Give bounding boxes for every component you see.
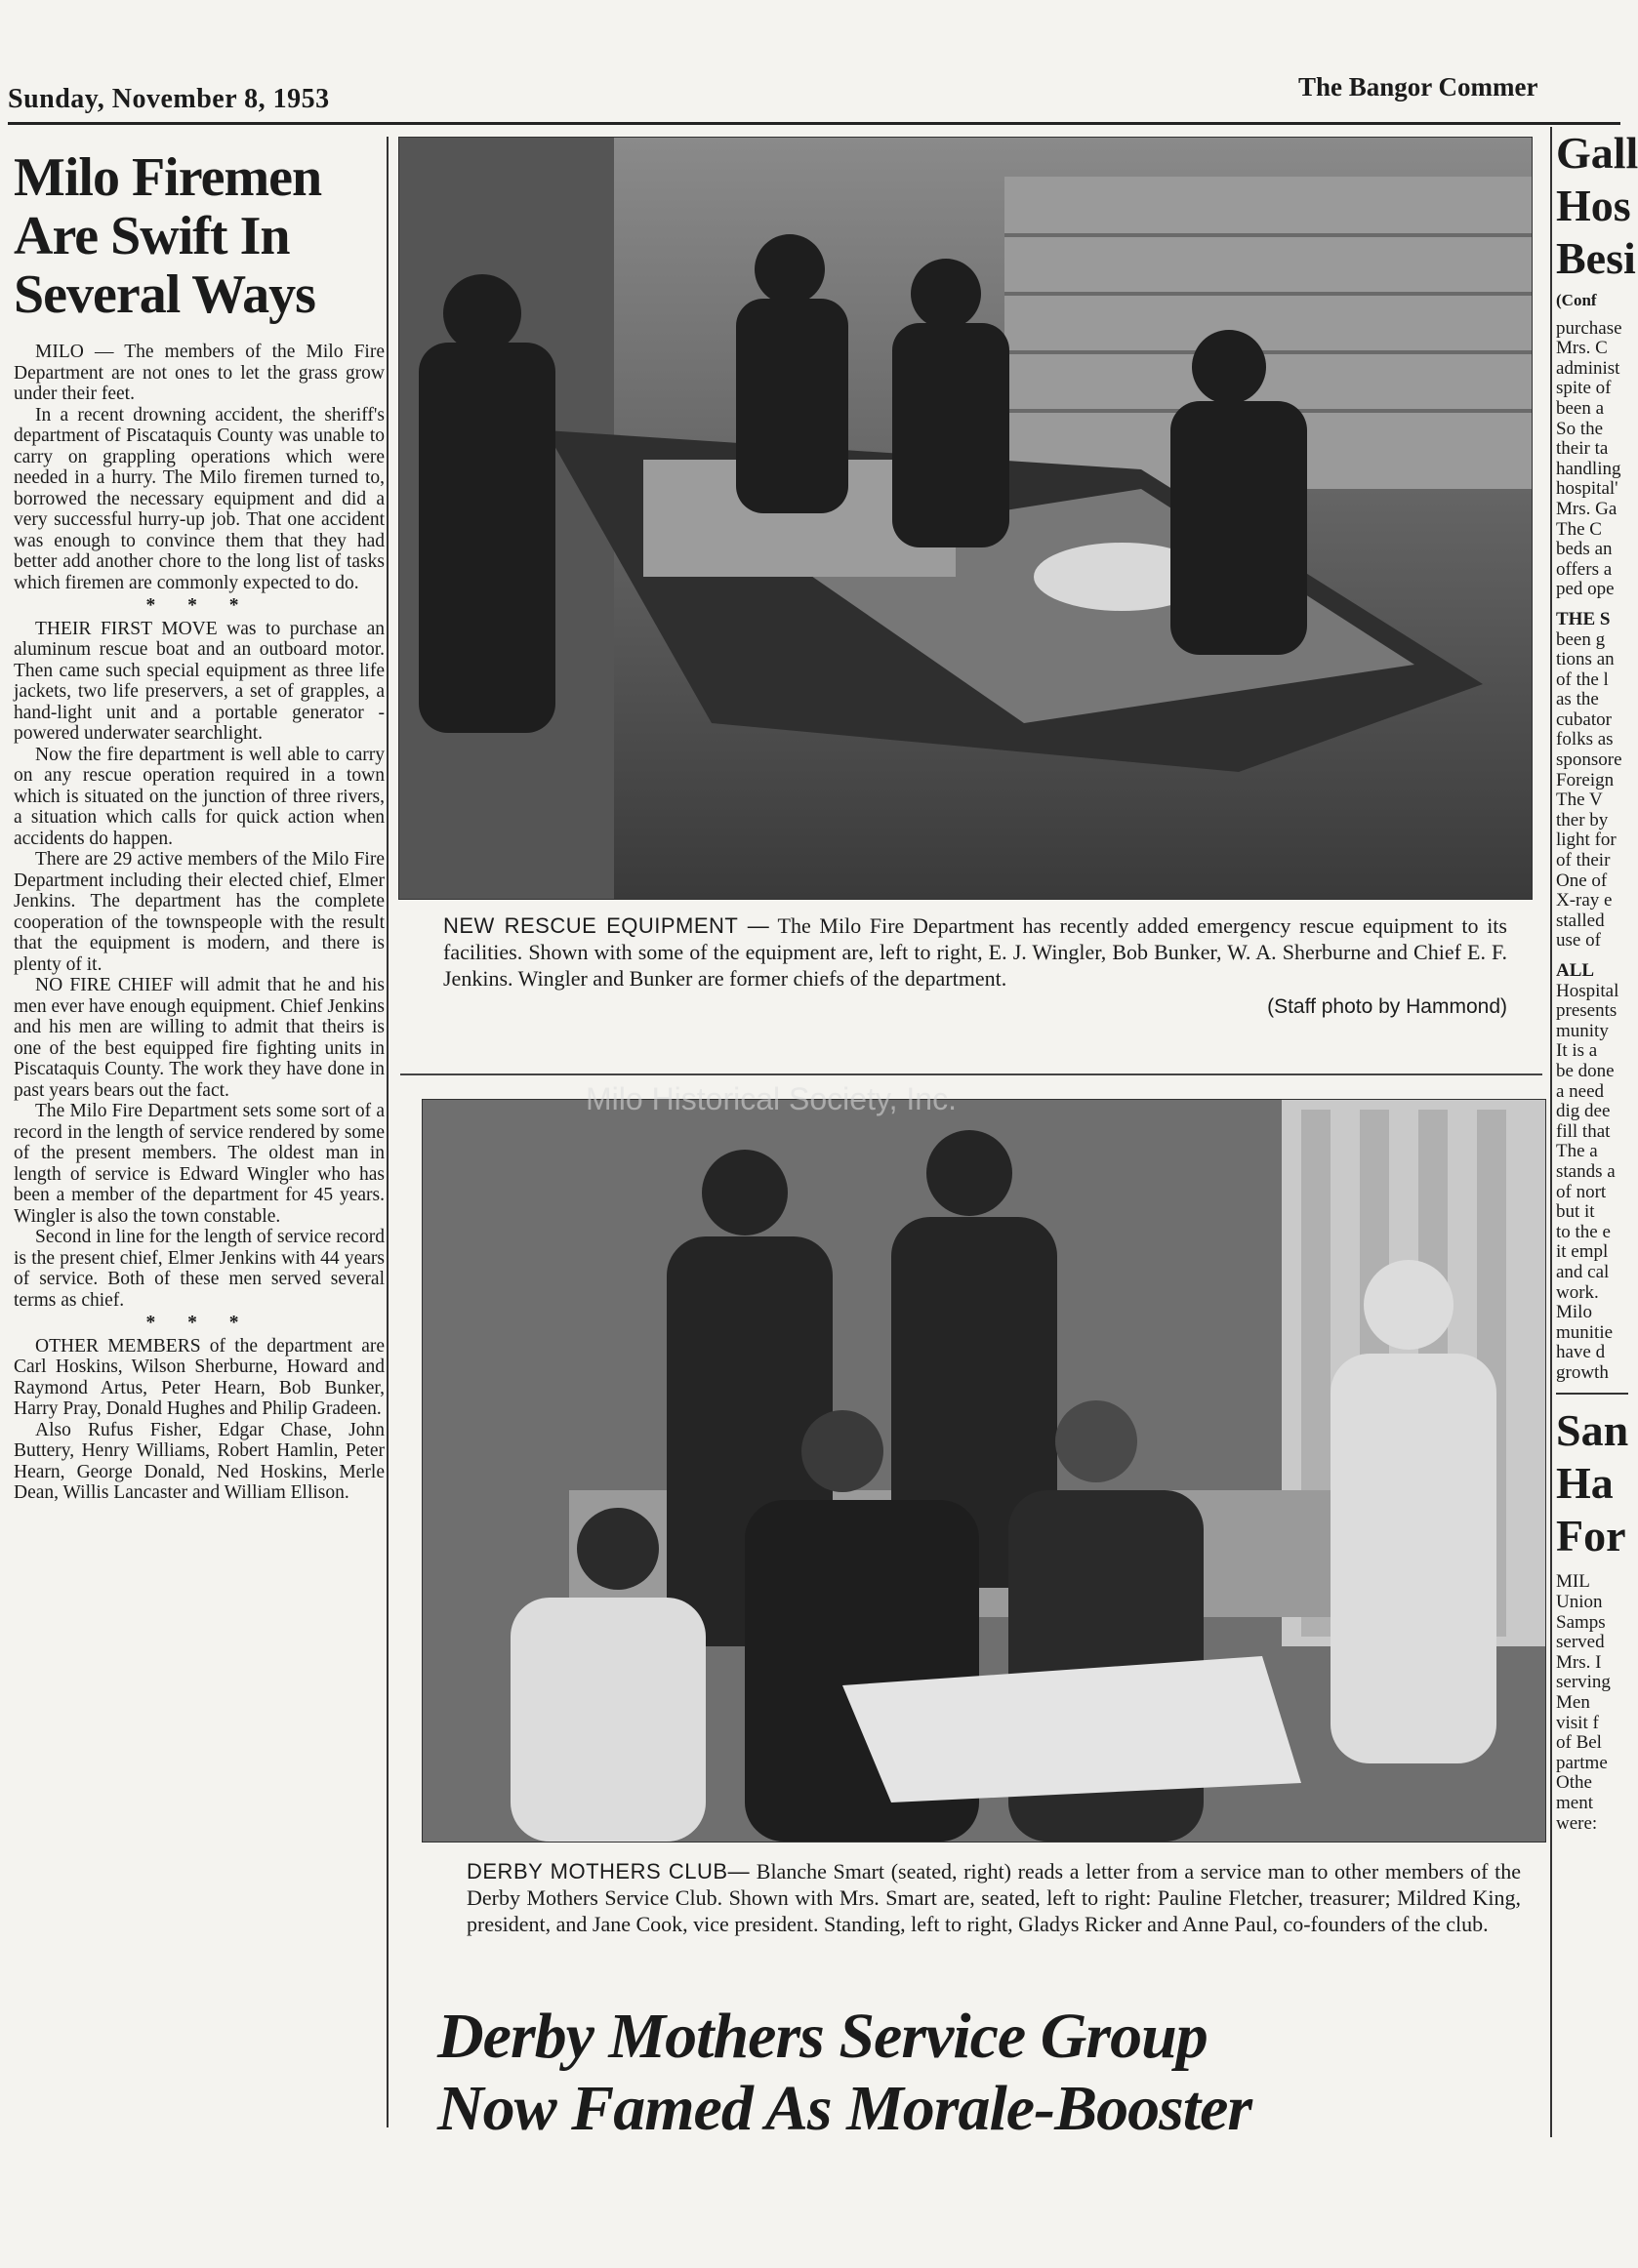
- right-line: folks as: [1556, 729, 1614, 750]
- right-line: Hospital: [1556, 980, 1619, 1001]
- right-line: hospital': [1556, 478, 1618, 500]
- article-paragraph: The Milo Fire Department sets some sort of a record in the length of service rendered by some of the present members. The oldest man in length of service is Edward Wingler who has been a member of the department for 45 years. Wingler is also the town constable.: [14, 1101, 385, 1227]
- caption-text: The Milo Fire Department has recently added emergency rescue equipment to its facilities. Shown with some of the equipment are, left to right, E. J. Wingler, Bob Bunker, W. A. Sherburne and Chief E. F. Jenkins. Wingler and Bunker are former chiefs of the department.: [443, 913, 1507, 991]
- right-line: a need: [1556, 1080, 1605, 1102]
- right-line: administ: [1556, 357, 1620, 379]
- right-line: cubator: [1556, 709, 1612, 730]
- section-break: * * *: [145, 595, 253, 616]
- continued-label: (Conf: [1556, 291, 1597, 309]
- watermark: Milo Historical Society, Inc.: [586, 1081, 957, 1116]
- photo-caption: [443, 912, 1507, 1020]
- column-rule: [1550, 127, 1552, 2137]
- article-paragraph: In a recent drowning accident, the sheriff's department of Piscataquis County was unable to carry on grappling operations which were needed in a hurry. The Milo firemen turned to, borrowed the necessary equipment and did a very successful hurry-up job. That one accident was enough to convince them that they had better add another chore to the long list of tasks which firemen are commonly expected to do.: [14, 404, 385, 593]
- right-line: ALL: [1556, 960, 1595, 981]
- right-line: Foreign: [1556, 769, 1615, 790]
- right-line: The a: [1556, 1141, 1598, 1162]
- right-line: Samps: [1556, 1611, 1606, 1633]
- right-line: visit f: [1556, 1712, 1599, 1733]
- right-headline-line: For: [1556, 1511, 1626, 1561]
- right-line: been g: [1556, 628, 1606, 650]
- article-paragraph: THEIR FIRST MOVE was to purchase an aluminum rescue boat and an outboard motor. Then came such special equipment as three life jackets, two life preservers, a set of grapples, a hand-light unit and a portable generator - powered underwater searchlight.: [14, 618, 385, 744]
- right-rule: [1556, 1393, 1628, 1395]
- right-line: it empl: [1556, 1241, 1609, 1263]
- right-line: One of: [1556, 870, 1608, 891]
- article-headline: [14, 148, 385, 324]
- headline-line: Several Ways: [14, 264, 315, 325]
- right-line: of Bel: [1556, 1732, 1602, 1754]
- headline-line: Milo Firemen: [14, 147, 322, 208]
- right-line: be done: [1556, 1060, 1615, 1081]
- right-headline-line: Hos: [1556, 181, 1631, 230]
- headline-line: Are Swift In: [14, 206, 290, 266]
- right-line: munity: [1556, 1020, 1609, 1041]
- right-line: use of: [1556, 930, 1601, 952]
- article-paragraph: Now the fire department is well able to carry on any rescue operation required in a town which is situated on the junction of three rivers, a situation which calls for quick action when accidents do happen.: [14, 744, 385, 849]
- column-rule: [387, 137, 389, 2127]
- derby-mothers-headline: [437, 2001, 1550, 2268]
- right-line: sponsore: [1556, 749, 1622, 771]
- right-line: Mrs. I: [1556, 1651, 1602, 1673]
- right-line: served: [1556, 1632, 1605, 1653]
- right-line: were:: [1556, 1812, 1598, 1834]
- right-line: Mrs. Ga: [1556, 498, 1618, 519]
- right-line: presents: [1556, 1000, 1618, 1022]
- newspaper-name: The Bangor Commer: [1298, 72, 1538, 101]
- article-paragraph: There are 29 active members of the Milo Fire Department including their elected chief, Elmer Jenkins. The department has the complete cooperation of the townspeople with the result that the equipment is modern, and there is plenty of it.: [14, 849, 385, 975]
- photo-caption: [467, 1858, 1521, 1937]
- right-line: but it: [1556, 1201, 1595, 1223]
- right-line: been a: [1556, 397, 1605, 419]
- right-line: So the: [1556, 418, 1604, 439]
- right-line: stands a: [1556, 1160, 1616, 1182]
- right-line: ped ope: [1556, 579, 1615, 600]
- right-line: ther by: [1556, 809, 1609, 830]
- right-line: beds an: [1556, 539, 1613, 560]
- right-headline-line: Besi: [1556, 233, 1636, 283]
- right-headline-line: Ha: [1556, 1458, 1614, 1509]
- right-line: of nort: [1556, 1181, 1607, 1202]
- top-rule: [8, 122, 1620, 125]
- right-line: to the e: [1556, 1221, 1611, 1242]
- right-line: Othe: [1556, 1772, 1592, 1794]
- right-line: Milo: [1556, 1302, 1592, 1323]
- right-line: munitie: [1556, 1321, 1614, 1343]
- right-line: The V: [1556, 790, 1603, 811]
- right-line: purchase: [1556, 317, 1622, 339]
- right-line: handling: [1556, 458, 1621, 479]
- headline-line: Derby Mothers Service Group: [437, 2001, 1208, 2072]
- right-headline-line: San: [1556, 1405, 1629, 1456]
- right-line: Mrs. C: [1556, 338, 1608, 359]
- right-article-column: [1556, 127, 1638, 2157]
- right-line: spite of: [1556, 378, 1612, 399]
- right-line: fill that: [1556, 1120, 1611, 1142]
- right-line: MIL: [1556, 1571, 1590, 1593]
- derby-mothers-photo: [422, 1099, 1546, 1843]
- right-line: have d: [1556, 1342, 1606, 1363]
- right-line: Union: [1556, 1592, 1603, 1613]
- article-paragraph: OTHER MEMBERS of the department are Carl Hoskins, Wilson Sherburne, Howard and Raymond Artus, Peter Hearn, Bob Bunker, Harry Pray, Donald Hughes and Philip Gradeen.: [14, 1335, 385, 1419]
- article-paragraph: MILO — The members of the Milo Fire Department are not ones to let the grass grow under their feet.: [14, 342, 385, 404]
- article-body: [14, 342, 385, 2147]
- right-line: of the l: [1556, 668, 1609, 690]
- right-line: serving: [1556, 1672, 1611, 1693]
- right-headline-line: Gall: [1556, 128, 1638, 178]
- right-line: tions an: [1556, 649, 1615, 670]
- dateline: Sunday, November 8, 1953: [8, 84, 330, 114]
- article-paragraph: Also Rufus Fisher, Edgar Chase, John Buttery, Henry Williams, Robert Hamlin, Peter Hearn, George Donald, Ned Hoskins, Merle Dean, Willis Lancaster and William Ellison.: [14, 1419, 385, 1503]
- section-break: * * *: [145, 1313, 253, 1333]
- right-line: Men: [1556, 1692, 1590, 1714]
- right-line: stalled: [1556, 910, 1605, 931]
- article-paragraph: NO FIRE CHIEF will admit that he and his men ever have enough equipment. Chief Jenkins and his men are willing to admit that theirs is one of the best equipped fire fighting units in Piscataquis County. The work they have done in past years bears out the fact.: [14, 975, 385, 1101]
- caption-heading: DERBY MOTHERS CLUB—: [467, 1859, 751, 1883]
- right-line: light for: [1556, 830, 1617, 851]
- headline-line: Now Famed As Morale-Booster: [437, 2073, 1252, 2144]
- right-line: The C: [1556, 518, 1602, 540]
- caption-text: Blanche Smart (seated, right) reads a letter from a service man to other members of the Derby Mothers Service Club. Shown with Mrs. Smart are, seated, left to right: Pauline Fletcher, treasurer; Mildred King, president, and Jane Cook, vice president. Standing, left to right, Gladys Ricker and Anne Paul, co-founders of the club.: [467, 1859, 1522, 1936]
- right-line: partme: [1556, 1752, 1608, 1773]
- right-line: as the: [1556, 689, 1599, 710]
- right-line: ment: [1556, 1793, 1593, 1813]
- section-rule: [400, 1073, 1542, 1075]
- right-line: It is a: [1556, 1040, 1598, 1062]
- photo-illustration: [423, 1100, 1545, 1842]
- right-line: their ta: [1556, 438, 1609, 460]
- rescue-equipment-photo: [398, 137, 1533, 900]
- right-line: THE S: [1556, 608, 1611, 629]
- right-line: dig dee: [1556, 1101, 1611, 1122]
- caption-heading: NEW RESCUE EQUIPMENT —: [443, 913, 770, 938]
- right-line: X-ray e: [1556, 890, 1613, 911]
- article-paragraph: Second in line for the length of service record is the present chief, Elmer Jenkins with 44 years of service. Both of these men served several terms as chief.: [14, 1227, 385, 1311]
- photo-illustration: [399, 138, 1532, 899]
- right-line: offers a: [1556, 558, 1613, 580]
- right-line: of their: [1556, 850, 1611, 871]
- right-line: and cal: [1556, 1261, 1610, 1282]
- right-line: work.: [1556, 1281, 1599, 1303]
- photo-credit: (Staff photo by Hammond): [1267, 995, 1507, 1018]
- right-line: growth: [1556, 1361, 1609, 1383]
